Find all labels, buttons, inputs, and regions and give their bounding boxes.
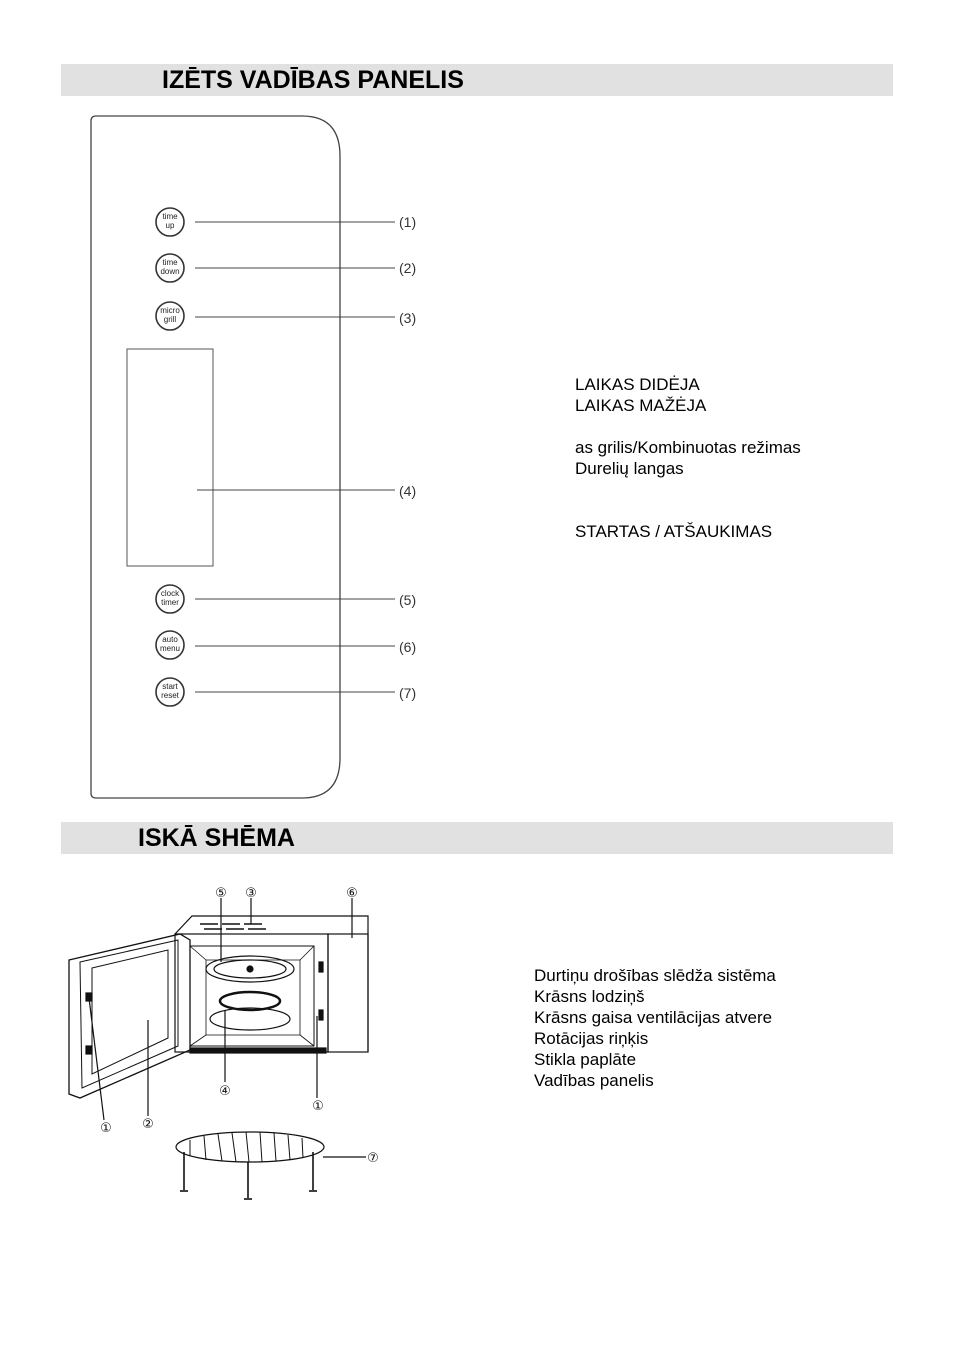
legend-time-down: LAIKAS MAŽĖJA [575,396,707,415]
legend-glass-tray: Stikla paplāte [534,1050,637,1069]
svg-text:time: time [162,258,178,267]
legend-time-up: LAIKAS DIDĖJA [575,375,700,394]
svg-text:time: time [162,212,178,221]
svg-text:up: up [165,221,175,230]
marker-1-left: ① [100,1121,112,1136]
callout-6: (6) [399,639,417,655]
callout-4: (4) [399,483,417,499]
svg-text:start: start [162,682,178,691]
callout-2: (2) [399,260,417,276]
svg-text:clock: clock [160,589,180,598]
marker-6: ⑥ [346,886,358,901]
legend-start-reset: STARTAS / ATŠAUKIMAS [575,522,773,541]
svg-text:grill: grill [163,315,177,324]
legend-vent: Krāsns gaisa ventilācijas atvere [534,1008,773,1027]
legend-rotating-ring: Rotācijas riņķis [534,1029,649,1048]
svg-text:timer: timer [161,598,179,607]
marker-7: ⑦ [367,1151,379,1166]
control-panel-title: IZĒTS VADĪBAS PANELIS [162,66,464,94]
legend-oven-window: Krāsns lodziņš [534,987,645,1006]
svg-text:menu: menu [159,644,181,653]
marker-5: ⑤ [215,886,227,901]
callout-5: (5) [399,592,417,608]
callout-1: (1) [399,214,417,230]
svg-text:auto: auto [162,635,178,644]
vent-slots [200,924,266,929]
legend-micro-grill: as grilis/Kombinuotas režimas [575,438,801,457]
svg-text:micro: micro [160,306,180,315]
marker-4: ④ [219,1084,231,1099]
marker-3: ③ [245,886,257,901]
svg-text:reset: reset [161,691,179,700]
callout-7: (7) [399,685,417,701]
callout-3: (3) [399,310,417,326]
diagram-title: ISKĀ SHĒMA [138,824,295,852]
legend-door-window: Durelių langas [575,459,684,478]
marker-2: ② [142,1117,154,1132]
svg-text:down: down [160,267,180,276]
marker-1-right: ① [312,1099,324,1114]
legend-control-panel: Vadības panelis [534,1071,654,1090]
diagram-legend [534,965,776,1091]
legend-door-safety: Durtiņu drošības slēdža sistēma [534,966,776,985]
